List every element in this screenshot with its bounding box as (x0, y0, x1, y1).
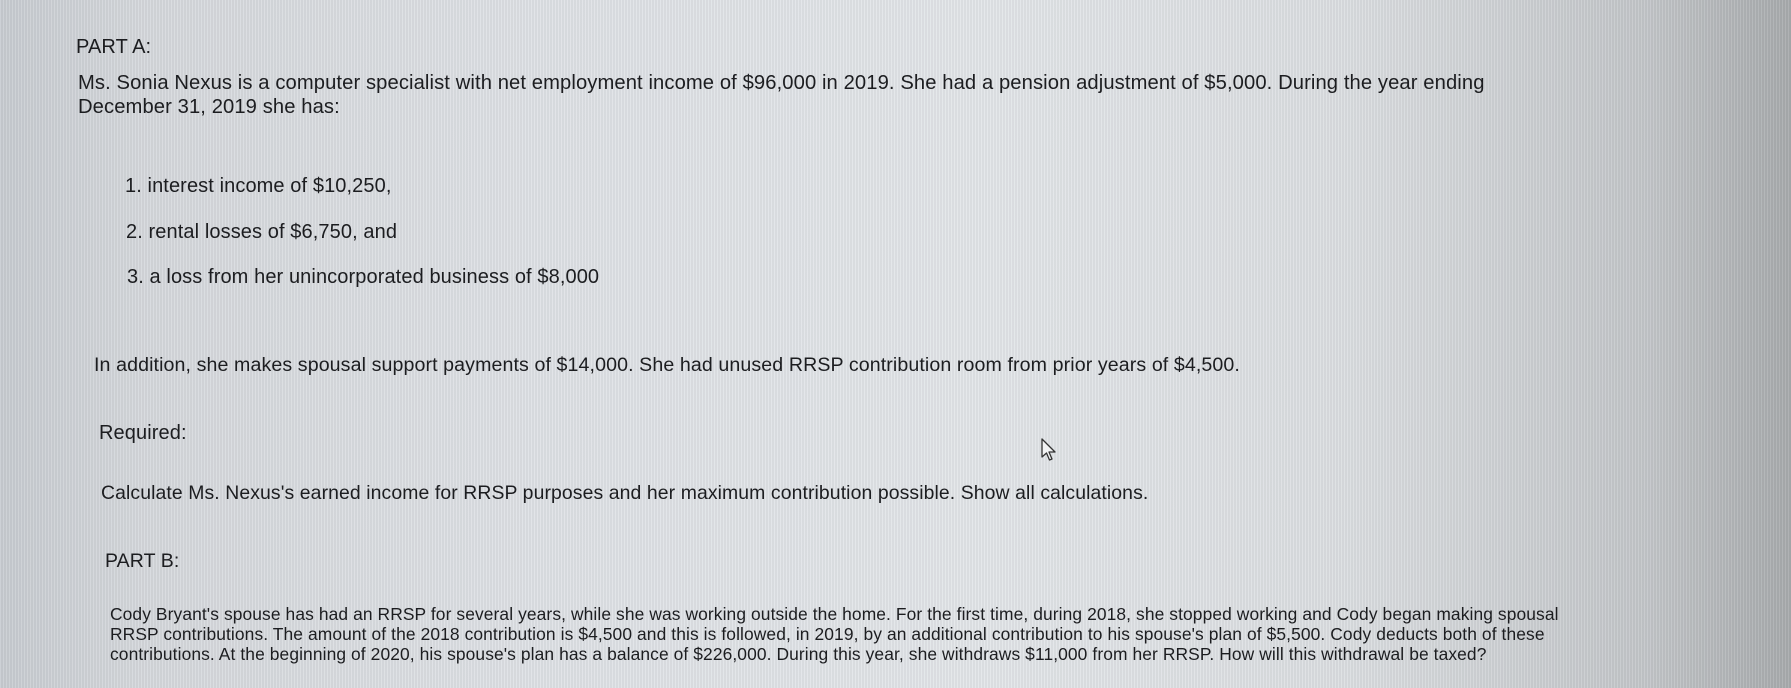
required-label: Required: (99, 422, 187, 444)
part-a-intro-line2: December 31, 2019 she has: (78, 96, 340, 118)
list-item: 2. rental losses of $6,750, and (126, 221, 398, 243)
part-a-heading: PART A: (76, 36, 152, 58)
part-b-line1: Cody Bryant's spouse has had an RRSP for several years, while she was working outside the home. For the first time, during 2018, she stopped working and Cody began making spousal (110, 604, 1559, 624)
list-item: 1. interest income of $10,250, (125, 175, 392, 197)
list-item: 3. a loss from her unincorporated business of $8,000 (127, 266, 600, 288)
mouse-pointer-icon (1040, 438, 1058, 462)
part-a-question: Calculate Ms. Nexus's earned income for RRSP purposes and her maximum contribution possible. Show all calculations. (101, 482, 1149, 504)
part-a-addition-text: In addition, she makes spousal support payments of $14,000. She had unused RRSP contribution room from prior years of $4,500. (94, 354, 1240, 376)
part-a-intro-line1: Ms. Sonia Nexus is a computer specialist with net employment income of $96,000 in 2019. She had a pension adjustment of $5,000. During the year ending (78, 72, 1485, 94)
part-b-line2: RRSP contributions. The amount of the 2018 contribution is $4,500 and this is followed, in 2019, by an additional contribution to his spouse's plan of $5,500. Cody deducts both of these (110, 624, 1545, 644)
part-b-heading: PART B: (105, 550, 180, 572)
part-b-line3: contributions. At the beginning of 2020, his spouse's plan has a balance of $226,000. During this year, she withdraws $11,000 from her RRSP. How will this withdrawal be taxed? (110, 644, 1487, 664)
